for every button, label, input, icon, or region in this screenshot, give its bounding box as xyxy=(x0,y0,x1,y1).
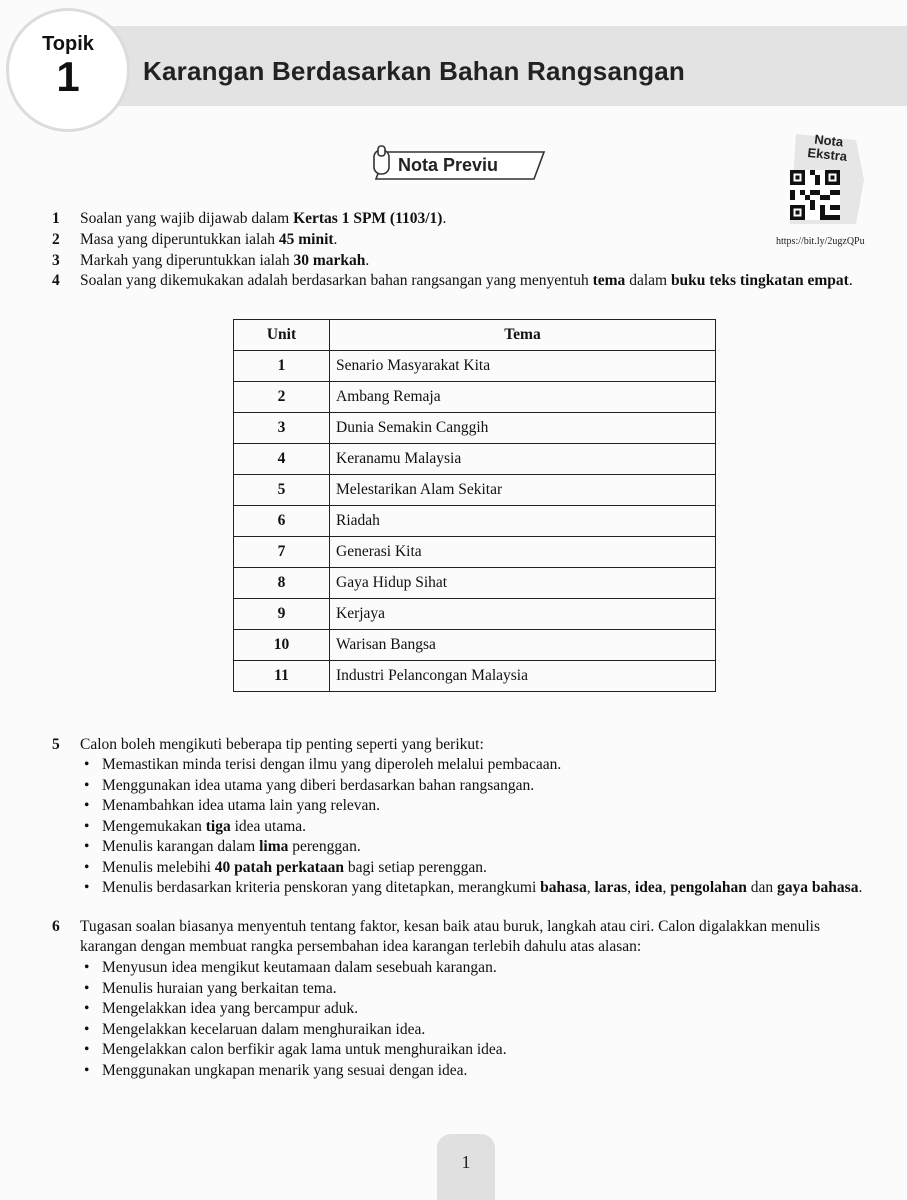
table-row: 8 Gaya Hidup Sihat xyxy=(234,568,716,599)
bullet-item: • Memastikan minda terisi dengan ilmu yang diperoleh melalui pembacaan. xyxy=(80,755,870,776)
table-row: 3 Dunia Semakin Canggih xyxy=(234,413,716,444)
bullet-item: • Mengelakkan kecelaruan dalam menghuraikan idea. xyxy=(80,1020,870,1041)
table-row: 7 Generasi Kita xyxy=(234,537,716,568)
bullet-item: • Menyusun idea mengikut keutamaan dalam sesebuah karangan. xyxy=(80,958,870,979)
qr-url[interactable]: https://bit.ly/2ugzQPu xyxy=(776,236,865,247)
nota-ekstra-label: Nota Ekstra xyxy=(806,131,848,165)
table-row: 10 Warisan Bangsa xyxy=(234,630,716,661)
page-title: Karangan Berdasarkan Bahan Rangsangan xyxy=(143,56,686,86)
page-number: 1 xyxy=(461,1152,471,1172)
table-header-unit: Unit xyxy=(234,320,330,351)
table-row: 11 Industri Pelancongan Malaysia xyxy=(234,661,716,692)
bullet-item: • Menulis melebihi 40 patah perkataan bagi setiap perenggan. xyxy=(80,858,870,879)
table-row: 1 Senario Masyarakat Kita xyxy=(234,351,716,382)
bullet-item: • Menggunakan idea utama yang diberi berdasarkan bahan rangsangan. xyxy=(80,776,870,797)
topic-number: 1 xyxy=(56,53,80,100)
topic-badge xyxy=(6,8,130,132)
bullet-item: • Menulis karangan dalam lima perenggan. xyxy=(80,837,870,858)
topic-label: Topik xyxy=(42,33,94,55)
unit-tema-table xyxy=(233,319,716,692)
table-row: 6 Riadah xyxy=(234,506,716,537)
bullet-item: • Mengelakkan calon berfikir agak lama untuk menghuraikan idea. xyxy=(80,1040,870,1061)
tips-list xyxy=(80,755,870,899)
bullet-item: • Menggunakan ungkapan menarik yang sesuai dengan idea. xyxy=(80,1061,870,1082)
clipboard-icon xyxy=(370,142,394,178)
bullet-item: • Menambahkan idea utama lain yang relevan. xyxy=(80,796,870,817)
table-row: 9 Kerjaya xyxy=(234,599,716,630)
nota-previu-banner xyxy=(368,148,546,182)
table-row: 4 Keranamu Malaysia xyxy=(234,444,716,475)
table-row: 2 Ambang Remaja xyxy=(234,382,716,413)
page-number-tab xyxy=(437,1134,495,1200)
table-header-tema: Tema xyxy=(330,320,716,351)
bullet-item: • Mengemukakan tiga idea utama. xyxy=(80,817,870,838)
bullet-item: • Mengelakkan idea yang bercampur aduk. xyxy=(80,999,870,1020)
nota-previu-label: Nota Previu xyxy=(398,155,499,175)
bullet-item: • Menulis huraian yang berkaitan tema. xyxy=(80,979,870,1000)
table-row: 5 Melestarikan Alam Sekitar xyxy=(234,475,716,506)
bullet-item: • Menulis berdasarkan kriteria penskoran yang ditetapkan, merangkumi bahasa, laras, idea, pengolahan dan gaya bahasa. xyxy=(80,878,870,899)
reasons-list xyxy=(80,958,870,1081)
